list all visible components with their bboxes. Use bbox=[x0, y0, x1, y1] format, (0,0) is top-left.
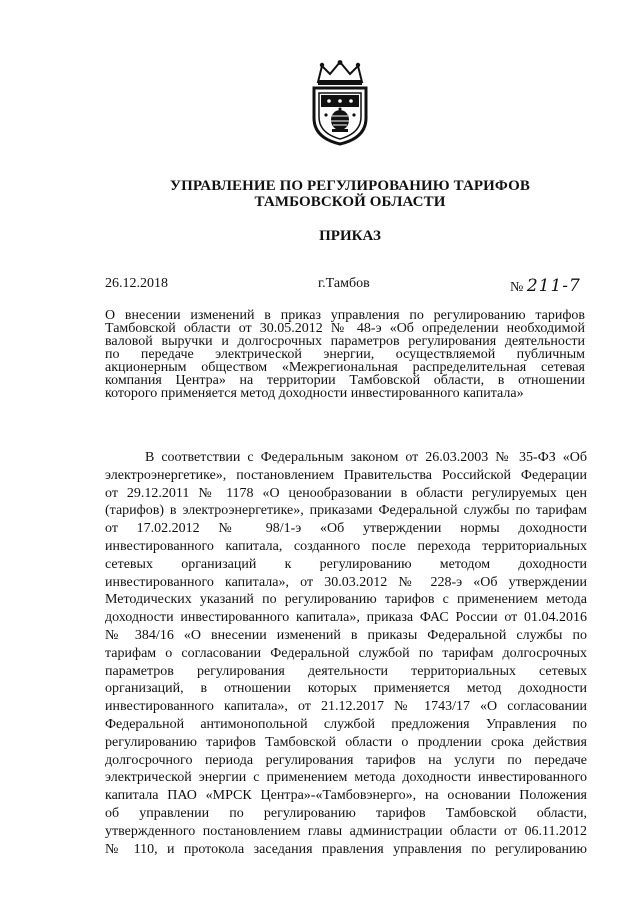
body-line: (тарифов) в электроэнергетике», приказами Федеральной службы по тарифам bbox=[105, 503, 587, 519]
body-line: от 29.12.2011 № 1178 «О ценообразовании в области регулируемых цен bbox=[105, 485, 587, 501]
subject-line: Тамбовской области от 30.05.2012 № 48-э «Об определении необходимой bbox=[105, 321, 585, 336]
authority-name-line2: ТАМБОВСКОЙ ОБЛАСТИ bbox=[254, 194, 446, 210]
subject-line: акционерным обществом «Межрегиональная распределительная сетевая bbox=[105, 360, 585, 375]
document-date: 26.12.2018 bbox=[105, 276, 168, 291]
body-line: электрической энергии с применением метода доходности инвестированного bbox=[105, 770, 587, 786]
number-prefix: № bbox=[510, 280, 524, 295]
body-line: об управлении по регулированию тарифов Тамбовской области, bbox=[105, 805, 587, 821]
body-line: инвестированного капитала», от 30.03.2012 № 228-э «Об утверждении bbox=[105, 574, 587, 590]
body-line: № 110, и протокола заседания правления управления по регулированию bbox=[105, 841, 587, 857]
body-line: доходности инвестированного капитала», приказа ФАС России от 01.04.2016 bbox=[105, 610, 587, 626]
document-number bbox=[510, 276, 581, 296]
order-subject bbox=[105, 309, 585, 400]
body-line: инвестированного капитала, созданного после перехода территориальных bbox=[105, 538, 587, 554]
body-line: № 384/16 «О внесении изменений в приказы Федеральной службы по bbox=[105, 627, 587, 643]
subject-line: компания Центра» на территории Тамбовской области, в отношении bbox=[105, 373, 585, 388]
body-line: В соответствии с Федеральным законом от 26.03.2003 № 35-ФЗ «Об bbox=[145, 450, 587, 465]
subject-line: которого применяется метод доходности инвестированного капитала» bbox=[105, 386, 524, 401]
handwritten-number: 211-7 bbox=[526, 276, 581, 296]
authority-name-line1: УПРАВЛЕНИЕ ПО РЕГУЛИРОВАНИЮ ТАРИФОВ bbox=[170, 178, 530, 194]
body-line: сетевых организаций к регулированию методом доходности bbox=[105, 556, 587, 572]
subject-line: О внесении изменений в приказ управления по регулированию тарифов bbox=[105, 308, 585, 323]
subject-line: валовой выручки и долгосрочных параметров регулирования деятельности bbox=[105, 334, 585, 349]
body-line: капитала ПАО «МРСК Центра»-«Тамбовэнерго», на основании Положения bbox=[105, 788, 587, 804]
body-line: электроэнергетике», постановлением Правительства Российской Федерации bbox=[105, 467, 587, 483]
document-type: ПРИКАЗ bbox=[319, 228, 381, 244]
body-line: регулированию тарифов Тамбовской области о продлении срока действия bbox=[105, 734, 587, 750]
body-line: параметров регулирования деятельности территориальных сетевых bbox=[105, 663, 587, 679]
body-line: Методических указаний по регулированию тарифов с применением метода bbox=[105, 592, 587, 608]
body-line: от 17.02.2012 № 98/1-э «Об утверждении нормы доходности bbox=[105, 521, 587, 537]
coat-of-arms-icon bbox=[308, 60, 372, 146]
body-line: Федеральной антимонопольной службой предложения Управления по bbox=[105, 716, 587, 732]
document-city: г.Тамбов bbox=[318, 276, 370, 291]
body-line: тарифам о согласовании Федеральной службой по тарифам долгосрочных bbox=[105, 645, 587, 661]
subject-line: по передаче электрической энергии, осуществляемой публичным bbox=[105, 347, 585, 362]
body-line: утвержденного постановлением главы администрации области от 06.11.2012 bbox=[105, 823, 587, 839]
body-line: долгосрочного периода регулирования тарифов на услуги по передаче bbox=[105, 752, 587, 768]
body-line: инвестированного капитала», от 21.12.2017 № 1743/17 «О согласовании bbox=[105, 699, 587, 715]
body-line: организаций, в отношении которых применяется метод доходности bbox=[105, 681, 587, 697]
order-body bbox=[105, 449, 587, 858]
